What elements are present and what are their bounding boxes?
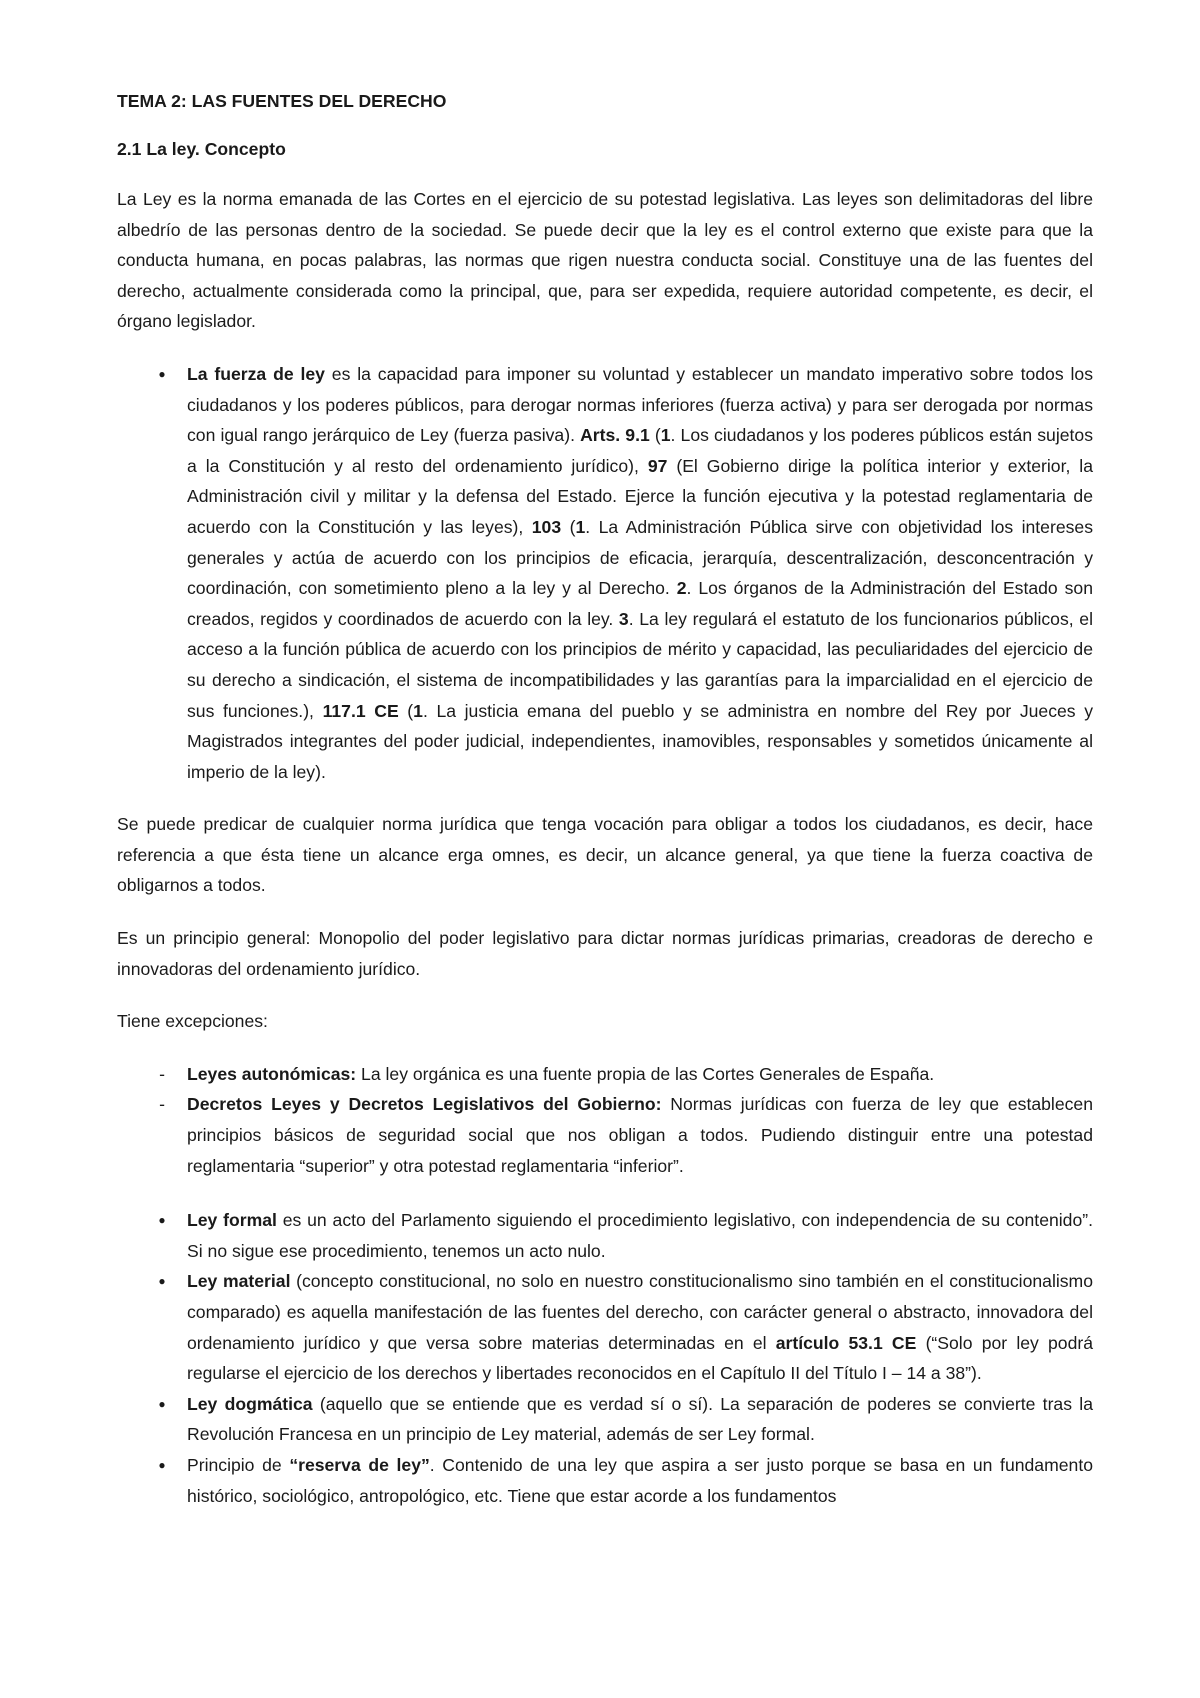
list-item-ley-formal: ● Ley formal es un acto del Parlamento siguiendo el procedimiento legislativo, con independencia de su contenido”. Si no sigue ese procedimiento, tenemos un acto nulo. [117,1205,1093,1266]
bullet-marker: ● [158,366,166,381]
intro-paragraph: La Ley es la norma emanada de las Cortes en el ejercicio de su potestad legislativa. Las leyes son delimitadoras del libre albedrío de las personas dentro de la sociedad. Se puede decir que la ley es el control externo que existe para que la conducta humana, en pocas palabras, las normas que rigen nuestra conducta social. Constituye una de las fuentes del derecho, actualmente considerada como la principal, que, para ser expedida, requiere autoridad competente, es decir, el órgano legislador. [117,189,1093,332]
document-title: TEMA 2: LAS FUENTES DEL DERECHO [117,91,447,111]
list-item-ley-material: ● Ley material (concepto constitucional, no solo en nuestro constitucionalismo sino también en el constitucionalismo comparado) es aquella manifestación de las fuentes del derecho, con carácter general o abstracto, innovadora del ordenamiento jurídico y que versa sobre materias determinadas en el artículo 53.1 CE (“Solo por ley podrá regularse el ejercicio de los derechos y libertades reconocidos en el Capítulo II del Título I – 14 a 38”). [117,1266,1093,1388]
bullet-marker: ● [158,1396,166,1411]
section-heading: 2.1 La ley. Concepto [117,139,286,159]
list-item-reserva-de-ley: ● Principio de “reserva de ley”. Contenido de una ley que aspira a ser justo porque se basa en un fundamento histórico, sociológico, antropológico, etc. Tiene que estar acorde a los fundamentos [117,1450,1093,1511]
document-page [117,88,1093,1533]
list-item-decretos-leyes: - Decretos Leyes y Decretos Legislativos del Gobierno: Normas jurídicas con fuerza de ley que establecen principios básicos de seguridad social que nos obligan a todos. Pudiendo distinguir entre una potestad reglamentaria “superior” y otra potestad reglamentaria “inferior”. [117,1089,1093,1181]
list-item-fuerza-de-ley: ● La fuerza de ley es la capacidad para imponer su voluntad y establecer un mandato imperativo sobre todos los ciudadanos y los poderes públicos, para derogar normas inferiores (fuerza activa) y para ser derogada por normas con igual rango jerárquico de Ley (fuerza pasiva). Arts. 9.1 (1. Los ciudadanos y los poderes públicos están sujetos a la Constitución y al resto del ordenamiento jurídico), 97 (El Gobierno dirige la política interior y exterior, la Administración civil y militar y la defensa del Estado. Ejerce la función ejecutiva y la potestad reglamentaria de acuerdo con la Constitución y las leyes), 103 (1. La Administración Pública sirve con objetividad los intereses generales y actúa de acuerdo con los principios de eficacia, jerarquía, descentralización, desconcentración y coordinación, con sometimiento pleno a la ley y al Derecho. 2. Los órganos de la Administración del Estado son creados, regidos y coordinados de acuerdo con la ley. 3. La ley regulará el estatuto de los funcionarios públicos, el acceso a la función pública de acuerdo con los principios de mérito y capacidad, las peculiaridades del ejercicio de su derecho a sindicación, el sistema de incompatibilidades y las garantías para la imparcialidad en el ejercicio de sus funciones.), 117.1 CE (1. La justicia emana del pueblo y se administra en nombre del Rey por Jueces y Magistrados integrantes del poder judicial, independientes, inamovibles, responsables y sometidos únicamente al imperio de la ley). [117,359,1093,787]
erga-omnes-paragraph: Se puede predicar de cualquier norma jurídica que tenga vocación para obligar a todos los ciudadanos, es decir, hace referencia a que ésta tiene un alcance erga omnes, es decir, un alcance general, ya que tiene la fuerza coactiva de obligarnos a todos. [117,814,1093,896]
principle-paragraph: Es un principio general: Monopolio del poder legislativo para dictar normas jurídicas primarias, creadoras de derecho e innovadoras del ordenamiento jurídico. [117,928,1093,979]
ley-types-list [117,1205,1093,1511]
fuerza-list [117,359,1093,787]
list-item-ley-dogmatica: ● Ley dogmática (aquello que se entiende que es verdad sí o sí). La separación de poderes se convierte tras la Revolución Francesa en un principio de Ley material, además de ser Ley formal. [117,1389,1093,1450]
bullet-marker: ● [158,1213,166,1228]
list-item-leyes-autonomicas: - Leyes autonómicas: La ley orgánica es una fuente propia de las Cortes Generales de España. [117,1059,1093,1090]
dash-marker: - [159,1063,165,1084]
exceptions-intro: Tiene excepciones: [117,1011,268,1032]
dash-marker: - [159,1094,165,1115]
exceptions-list [117,1059,1093,1181]
bullet-marker: ● [158,1274,166,1289]
bullet-marker: ● [158,1457,166,1472]
